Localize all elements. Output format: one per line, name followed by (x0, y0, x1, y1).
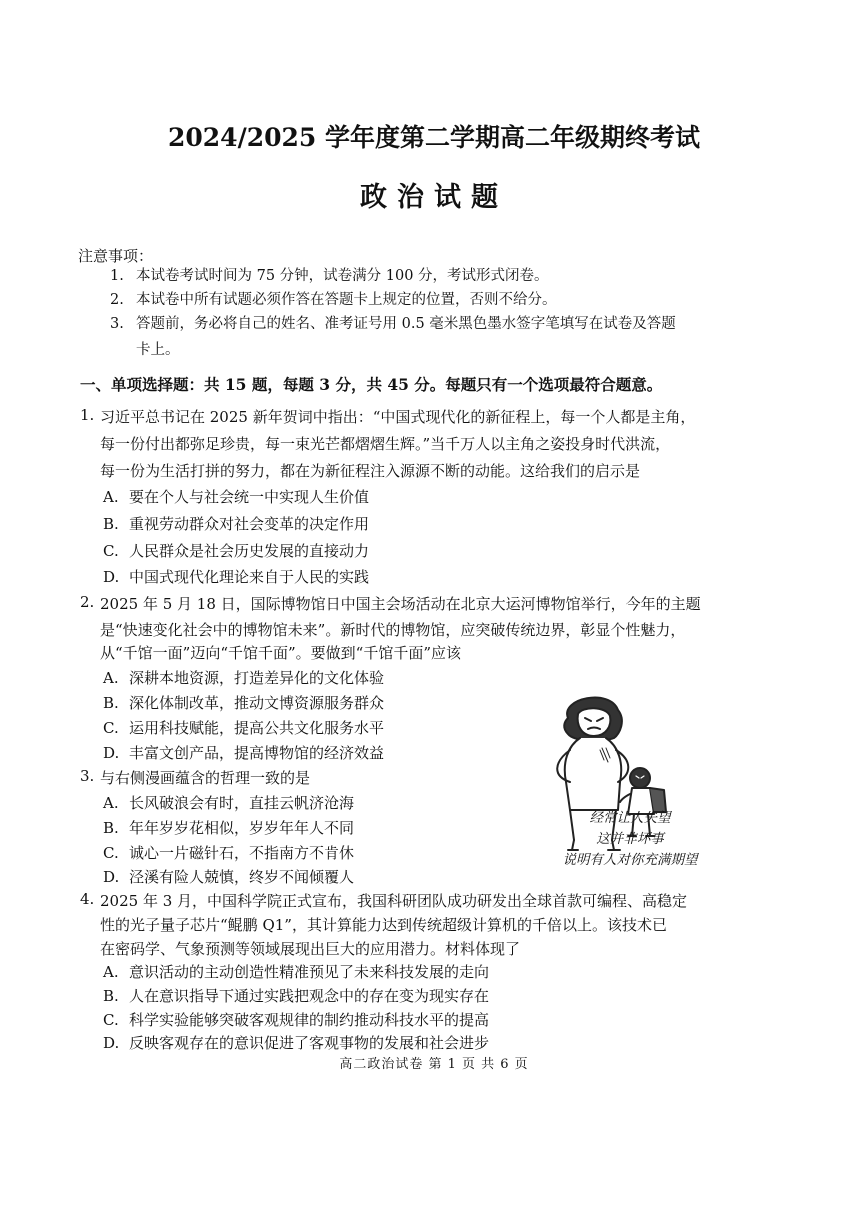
question-stem-line: 从“千馆一面”迈向“千馆千面”。要做到“千馆千面”应该 (100, 644, 462, 662)
question-stem-line: 与右侧漫画蕴含的哲理一致的是 (100, 769, 311, 787)
notice-item-text: 答题前，务必将自己的姓名、准考证号用 0.5 毫米黑色墨水签字笔填写在试卷及答题 (136, 316, 676, 332)
option-text: 长风破浪会有时，直挂云帆济沧海 (129, 794, 355, 812)
option-a (103, 792, 354, 813)
question-stem-line: 在密码学、气象预测等领域展现出巨大的应用潜力。材料体现了 (100, 940, 521, 958)
question-stem-line: 是“快速变化社会中的博物馆未来”。新时代的博物馆，应突破传统边界，彰显个性魅力， (100, 621, 686, 639)
page-footer: 高二政治试卷 第 1 页 共 6 页 (339, 1057, 529, 1072)
option-a (103, 667, 384, 688)
option-a (103, 486, 369, 507)
option-letter: C. (103, 542, 119, 560)
option-text: 深化体制改革，推动文博资源服务群众 (129, 694, 385, 712)
option-letter: B. (103, 694, 119, 712)
option-b (103, 513, 369, 534)
option-d (103, 742, 384, 763)
question-stem-line: 2025 年 5 月 18 日，国际博物馆日中国主会场活动在北京大运河博物馆举行，今年的主题 (100, 595, 701, 613)
option-c (103, 717, 384, 738)
option-letter: D. (103, 1034, 120, 1052)
cartoon-caption-line: 经常让人失望 (589, 810, 671, 826)
option-d (103, 1032, 489, 1053)
notice-item-number: 3. (110, 316, 124, 332)
notice-item-1 (110, 264, 730, 288)
question-number: 3. (80, 767, 95, 785)
notice-item-number: 2. (110, 292, 124, 308)
option-letter: D. (103, 568, 120, 586)
question-number: 2. (80, 593, 95, 611)
option-letter: B. (103, 819, 119, 837)
question-number: 1. (80, 406, 95, 424)
option-b (103, 985, 489, 1006)
question-stem-line: 2025 年 3 月，中国科学院正式宣布，我国科研团队成功研发出全球首款可编程、高稳定 (100, 892, 688, 910)
option-text: 科学实验能够突破客观规律的制约推动科技水平的提高 (129, 1011, 490, 1029)
option-letter: B. (103, 515, 119, 533)
option-b (103, 817, 354, 838)
option-text: 年年岁岁花相似，岁岁年年人不同 (129, 819, 355, 837)
option-text: 意识活动的主动创造性精准预见了未来科技发展的走向 (129, 963, 490, 981)
notice-item-number: 1. (110, 268, 124, 284)
option-text: 要在个人与社会统一中实现人生价值 (129, 488, 370, 506)
option-text: 诚心一片磁针石，不指南方不肯休 (129, 844, 355, 862)
question-stem-line: 性的光子量子芯片“鲲鹏 Q1”，其计算能力达到传统超级计算机的千倍以上。该技术已 (100, 916, 667, 934)
question-stem-line: 每一份付出都弥足珍贵，每一束光芒都熠熠生辉。”当千万人以主角之姿投身时代洪流， (100, 435, 671, 453)
question-number: 4. (80, 890, 95, 908)
option-c (103, 842, 354, 863)
option-letter: B. (103, 987, 119, 1005)
notice-item-text: 本试卷中所有试题必须作答在答题卡上规定的位置，否则不给分。 (136, 292, 557, 308)
notice-item-3-continuation: 卡上。 (136, 342, 180, 358)
option-b (103, 692, 384, 713)
option-a (103, 961, 489, 982)
notice-item-text: 本试卷考试时间为 75 分钟，试卷满分 100 分，考试形式闭卷。 (136, 268, 549, 284)
section-heading: 一、单项选择题：共 15 题，每题 3 分，共 45 分。每题只有一个选项最符合题意。 (80, 375, 663, 394)
option-text: 泾溪有险人兢慎，终岁不闻倾覆人 (129, 868, 355, 886)
option-text: 人民群众是社会历史发展的直接动力 (129, 542, 370, 560)
option-letter: C. (103, 719, 119, 737)
option-letter: C. (103, 1011, 119, 1029)
option-letter: D. (103, 868, 120, 886)
option-text: 丰富文创产品，提高博物馆的经济效益 (129, 744, 385, 762)
option-letter: C. (103, 844, 119, 862)
option-text: 反映客观存在的意识促进了客观事物的发展和社会进步 (129, 1034, 490, 1052)
question-stem-line: 每一份为生活打拼的努力，都在为新征程注入源源不断的动能。这给我们的启示是 (100, 462, 641, 480)
option-letter: A. (103, 794, 119, 812)
option-letter: A. (103, 963, 119, 981)
option-c (103, 540, 369, 561)
exam-title: 2024/2025 学年度第二学期高二年级期终考试 (168, 123, 700, 152)
option-text: 重视劳动群众对社会变革的决定作用 (129, 515, 370, 533)
option-d (103, 866, 354, 887)
question-stem-line: 习近平总书记在 2025 新年贺词中指出：“中国式现代化的新征程上，每一个人都是主角， (100, 408, 696, 426)
option-text: 中国式现代化理论来自于人民的实践 (129, 568, 370, 586)
option-text: 运用科技赋能，提高公共文化服务水平 (129, 719, 385, 737)
notice-heading: 注意事项： (78, 247, 154, 265)
option-text: 深耕本地资源，打造差异化的文化体验 (129, 669, 385, 687)
option-letter: A. (103, 669, 119, 687)
option-d (103, 566, 369, 587)
option-text: 人在意识指导下通过实践把观念中的存在变为现实存在 (129, 987, 490, 1005)
subject-title: 政治试题 (360, 182, 508, 213)
notice-item-2 (110, 288, 730, 312)
cartoon-caption-line: 说明有人对你充满期望 (562, 852, 698, 868)
option-c (103, 1009, 489, 1030)
cartoon-caption-line: 这并非坏事 (596, 831, 664, 847)
option-letter: D. (103, 744, 120, 762)
notice-item-3 (110, 312, 730, 336)
option-letter: A. (103, 488, 119, 506)
